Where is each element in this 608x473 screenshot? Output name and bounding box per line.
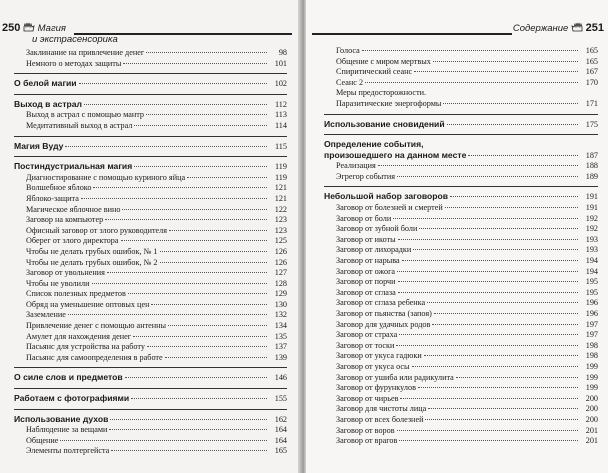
- toc-section-title: [14, 393, 287, 405]
- entry-title: Заговор от зубной боли: [336, 224, 418, 234]
- left-header-title-line1: Магия: [37, 23, 66, 34]
- section-title-text: произошедшего на данном месте: [324, 149, 467, 160]
- dot-leader: [402, 260, 578, 261]
- toc-entry: [14, 215, 287, 226]
- toc-entry: [14, 353, 287, 364]
- toc-entry: [14, 332, 287, 343]
- dot-leader: [419, 228, 578, 229]
- dot-leader: [396, 345, 578, 346]
- entry-title: Общение: [26, 435, 59, 445]
- entry-title: Заговор от укуса осы: [336, 361, 410, 371]
- entry-title: Диагностирование с помощью куриного яйца: [26, 172, 186, 182]
- toc-entry: [324, 383, 598, 394]
- dot-leader: [413, 249, 578, 250]
- dot-leader: [414, 71, 578, 72]
- entry-title: Заговор от порчи: [336, 277, 396, 287]
- entry-title: Заговор от сглаза ребенка: [336, 298, 426, 308]
- left-header-title-line2: и экстрасенсорика: [32, 34, 118, 45]
- page-number: 191: [585, 192, 598, 202]
- toc-entry: [324, 341, 598, 352]
- toc-entry: [14, 436, 287, 447]
- toc-entry: [324, 78, 598, 89]
- dot-leader: [84, 104, 267, 105]
- dot-leader: [398, 281, 578, 282]
- dot-leader: [468, 155, 578, 156]
- page-number: 170: [585, 77, 598, 87]
- dot-leader: [424, 355, 578, 356]
- toc-section-title: [14, 99, 287, 111]
- page-number: 167: [585, 67, 598, 77]
- entry-title: Наблюдение за вещами: [26, 425, 108, 435]
- dot-leader: [107, 272, 267, 273]
- page-number: 162: [274, 414, 287, 424]
- dot-leader: [92, 283, 268, 284]
- page-number: 194: [585, 256, 598, 265]
- toc-entry: [324, 298, 598, 309]
- dot-leader: [146, 52, 267, 53]
- dot-leader: [168, 325, 267, 326]
- dot-leader: [456, 377, 578, 378]
- toc-section: [14, 136, 287, 153]
- entry-title: Заговор от лихорадки: [336, 245, 412, 255]
- dot-leader: [365, 82, 578, 83]
- dot-leader: [123, 63, 267, 64]
- dot-leader: [131, 398, 267, 399]
- toc-section: [324, 186, 598, 446]
- section-title-line1: Определение события,: [324, 139, 424, 150]
- page-number: 137: [274, 342, 287, 352]
- page-number: 128: [274, 278, 287, 288]
- page-number: 139: [274, 352, 287, 362]
- page-number: 98: [278, 48, 287, 57]
- entry-title: Заговор от чирьев: [336, 393, 399, 403]
- dot-leader: [418, 387, 578, 388]
- entry-title: Обряд на уменьшение оптовых цен: [26, 299, 150, 309]
- entry-title: Магическое яблочное вино: [26, 204, 121, 214]
- page-number: 200: [585, 404, 598, 414]
- dot-leader: [160, 251, 267, 252]
- entry-title: Паразитические энергоформы: [336, 98, 442, 108]
- entry-title: Заговор от укуса гадюки: [336, 351, 422, 361]
- toc-section: [14, 388, 287, 405]
- page-number: 171: [585, 98, 598, 108]
- right-page-number: 251: [585, 22, 604, 34]
- entry-title: Заговор от воров: [336, 425, 395, 435]
- entry-title: Чтобы не делать грубых ошибок, № 1: [26, 246, 158, 256]
- dot-leader: [134, 125, 267, 126]
- entry-title: Элементы полтергейста: [26, 446, 110, 456]
- left-running-header: [2, 22, 292, 44]
- entry-title: Немного о методах защиты: [26, 58, 122, 68]
- page-number: 146: [274, 373, 287, 383]
- right-running-header: [306, 22, 604, 44]
- entry-title: Заговор от увольнения: [26, 268, 105, 278]
- entry-title: Список полезных предметов: [26, 289, 126, 299]
- page-number: 198: [585, 351, 598, 361]
- dot-leader: [412, 366, 578, 367]
- dot-leader: [146, 114, 267, 115]
- left-page: [0, 0, 302, 473]
- entry-title: Заговор от нарыва: [336, 256, 400, 265]
- entry-title: Амулет для нахождения денег: [26, 331, 132, 341]
- page-number: 189: [585, 171, 598, 181]
- toc-entry: [324, 161, 598, 172]
- toc-section-title: [324, 150, 598, 162]
- toc-section: [324, 114, 598, 131]
- entry-title: Голоса: [336, 46, 360, 55]
- dot-leader: [450, 196, 578, 197]
- dot-leader: [443, 103, 578, 104]
- toc-section: [324, 134, 598, 182]
- toc-entry: [14, 258, 287, 269]
- entry-title: Заговор от пьянства (запоя): [336, 308, 432, 318]
- entry-title: Чтобы не уволили: [26, 278, 90, 288]
- dot-leader: [447, 124, 578, 125]
- entry-title: Заговор от икоты: [336, 234, 396, 244]
- section-title-text: Постиндустриальная магия: [14, 161, 133, 172]
- section-title-text: Выход в астрал: [14, 98, 83, 109]
- toc-entry: [14, 59, 287, 70]
- dot-leader: [122, 209, 267, 210]
- entry-title: Заговор от всех болезней: [336, 414, 424, 424]
- page-number: 199: [585, 361, 598, 371]
- toc-entry: [324, 309, 598, 320]
- dot-leader: [434, 313, 578, 314]
- toc-entry: [324, 256, 598, 267]
- toc-entry: [14, 342, 287, 353]
- dot-leader: [151, 304, 267, 305]
- dot-leader: [400, 398, 578, 399]
- section-title-text: О силе слов и предметов: [14, 372, 123, 383]
- page-number: 123: [274, 225, 287, 235]
- dot-leader: [427, 302, 578, 303]
- section-title-text: Небольшой набор заговоров: [324, 191, 449, 202]
- section-title-text: Магия Вуду: [14, 140, 64, 151]
- left-header-rule: [74, 33, 292, 35]
- dot-leader: [362, 50, 578, 51]
- page-number: 126: [274, 257, 287, 267]
- dot-leader: [432, 324, 578, 325]
- toc-entry: [14, 310, 287, 321]
- entry-title: Заклинание на привлечение денег: [26, 48, 145, 57]
- dot-leader: [397, 271, 578, 272]
- toc-entry: [14, 425, 287, 436]
- toc-entry: [324, 57, 598, 68]
- toc-entry: [14, 268, 287, 279]
- toc-entry: [324, 277, 598, 288]
- toc-section: [14, 367, 287, 384]
- toc-entry: [14, 279, 287, 290]
- page-number: 164: [274, 425, 287, 435]
- toc-entry: [14, 48, 287, 59]
- right-header-rule: [312, 33, 512, 35]
- toc-entry: [324, 426, 598, 437]
- hand-ornament-icon: [23, 22, 35, 32]
- page-number: 193: [585, 234, 598, 244]
- toc-entry: [324, 362, 598, 373]
- page-number: 164: [274, 435, 287, 445]
- dot-leader: [79, 83, 267, 84]
- toc-section: [14, 73, 287, 90]
- dot-leader: [187, 177, 267, 178]
- page-number: 122: [274, 204, 287, 214]
- entry-title: Сеанс 2: [336, 77, 364, 87]
- toc-entry: [14, 300, 287, 311]
- page-number: 175: [585, 119, 598, 129]
- page-number: 125: [274, 236, 287, 246]
- toc-entry: [324, 99, 598, 110]
- page-number: 165: [585, 56, 598, 66]
- dot-leader: [433, 61, 578, 62]
- toc-entry: [14, 446, 287, 457]
- page-number: 135: [274, 331, 287, 341]
- page-number: 121: [274, 183, 287, 193]
- toc-entry: [14, 289, 287, 300]
- toc-entry: [14, 173, 287, 184]
- entry-title: Оберег от злого директора: [26, 236, 119, 246]
- page-number: 123: [274, 215, 287, 225]
- page-number: 114: [275, 120, 287, 130]
- page-number: 193: [585, 245, 598, 255]
- page-number: 129: [274, 289, 287, 299]
- entry-title: Привлечение денег с помощью антенны: [26, 321, 167, 331]
- page-number: 188: [585, 161, 598, 171]
- entry-title: Заговор от страха: [336, 330, 398, 340]
- left-toc: [14, 48, 287, 457]
- entry-title: Общение с миром мертвых: [336, 56, 431, 66]
- entry-title: Заземление: [26, 310, 66, 320]
- page-number: 119: [275, 162, 287, 172]
- page-number: 196: [585, 298, 598, 308]
- dot-leader: [121, 240, 268, 241]
- dot-leader: [93, 187, 267, 188]
- page-number: 197: [585, 330, 598, 340]
- toc-entry: [14, 247, 287, 258]
- toc-entry: [324, 46, 598, 57]
- hand-ornament-icon: [571, 22, 583, 32]
- entry-title: Чтобы не делать грубых ошибок, № 2: [26, 257, 158, 267]
- dot-leader: [128, 293, 267, 294]
- toc-entry: [14, 121, 287, 132]
- toc-entry: [324, 404, 598, 415]
- left-page-number: 250: [2, 22, 21, 34]
- entry-title: Волшебное яблоко: [26, 183, 92, 193]
- page-number: 121: [274, 193, 287, 203]
- toc-entry: [14, 183, 287, 194]
- page-number: 194: [585, 266, 598, 276]
- toc-entry: [324, 203, 598, 214]
- entry-title: Офисный заговор от злого руководителя: [26, 225, 168, 235]
- entry-title: Медитативный выход в астрал: [26, 120, 133, 130]
- toc-entry: [324, 436, 598, 447]
- page-number: 201: [585, 436, 598, 446]
- dot-leader: [111, 450, 267, 451]
- dot-leader: [393, 218, 578, 219]
- page-number: 191: [585, 203, 598, 213]
- dot-leader: [60, 440, 267, 441]
- page-number: 201: [585, 425, 598, 435]
- toc-entry: [324, 351, 598, 362]
- page-number: 195: [585, 287, 598, 297]
- dot-leader: [397, 176, 578, 177]
- entry-title: Выход в астрал с помощью мантр: [26, 110, 144, 120]
- toc-entry: [324, 88, 598, 99]
- dot-leader: [147, 346, 267, 347]
- page-number: 200: [585, 393, 598, 403]
- toc-entry: [324, 224, 598, 235]
- page-number: 195: [585, 277, 598, 287]
- page-number: 115: [275, 141, 287, 151]
- toc-entry: [324, 172, 598, 183]
- dot-leader: [134, 166, 267, 167]
- page-number: 165: [274, 446, 287, 456]
- entry-title: Заговор для чистоты лица: [336, 404, 427, 414]
- toc-section: [14, 409, 287, 457]
- toc-entry: [14, 205, 287, 216]
- toc-entry: [14, 236, 287, 247]
- page-number: 199: [585, 372, 598, 382]
- page-number: 197: [585, 319, 598, 329]
- dot-leader: [165, 357, 267, 358]
- toc-entry: [324, 288, 598, 299]
- entry-title: Заговор от фурункулов: [336, 383, 416, 393]
- dot-leader: [81, 198, 267, 199]
- page-number: 196: [585, 308, 598, 318]
- toc-entry: [14, 226, 287, 237]
- entry-title: Яблоко-защита: [26, 193, 79, 203]
- page-number: 199: [585, 383, 598, 393]
- toc-section-title: [14, 372, 287, 384]
- dot-leader: [68, 314, 267, 315]
- toc-entry: [324, 267, 598, 278]
- dot-leader: [133, 336, 267, 337]
- entry-title: Пасьянс для самоопределения в работе: [26, 352, 163, 362]
- page-number: 127: [274, 268, 287, 278]
- page-number: 165: [585, 46, 598, 55]
- dot-leader: [105, 219, 267, 220]
- dot-leader: [397, 430, 578, 431]
- page-number: 198: [585, 340, 598, 350]
- toc-entry: [324, 373, 598, 384]
- section-title-text: О белой магии: [14, 78, 77, 89]
- dot-leader: [428, 408, 578, 409]
- entry-title: Реализация: [336, 161, 376, 171]
- entry-title: Эгрегор события: [336, 171, 395, 181]
- entry-title: Заговор от ожога: [336, 266, 396, 276]
- page-number: 192: [585, 224, 598, 234]
- entry-title: Заговор от ушиба или радикулита: [336, 372, 454, 382]
- right-page: [306, 0, 608, 473]
- section-title-text: Работаем с фотографиями: [14, 393, 130, 404]
- dot-leader: [378, 165, 578, 166]
- dot-leader: [65, 146, 267, 147]
- page-number: 200: [585, 414, 598, 424]
- toc-section-title: [14, 141, 287, 153]
- entry-title: Заговор для удачных родов: [336, 319, 431, 329]
- entry-title: Заговор от тоски: [336, 340, 395, 350]
- dot-leader: [110, 419, 267, 420]
- toc-section-title: [324, 119, 598, 131]
- toc-section-title: [14, 414, 287, 426]
- toc-entry: [324, 214, 598, 225]
- entry-title: Спиритический сеанс: [336, 67, 413, 77]
- toc-section-title: [14, 78, 287, 90]
- entry-title: Заговор на компьютер: [26, 215, 104, 225]
- toc-entry: [324, 415, 598, 426]
- page-number: 155: [274, 394, 287, 404]
- page-number: 192: [585, 213, 598, 223]
- page-number: 112: [275, 99, 287, 109]
- toc-entry: [14, 321, 287, 332]
- toc-section-title: [324, 191, 598, 203]
- dot-leader: [398, 239, 578, 240]
- dot-leader: [445, 207, 578, 208]
- right-header-title: Содержание: [512, 23, 569, 34]
- toc-entry: [324, 67, 598, 78]
- toc-entry: [324, 235, 598, 246]
- toc-entry: [14, 110, 287, 121]
- entry-title: Меры предосторожности.: [336, 88, 427, 98]
- dot-leader: [109, 429, 267, 430]
- dot-leader: [125, 377, 267, 378]
- toc-entry: [324, 245, 598, 256]
- page-number: 132: [274, 310, 287, 320]
- page-number: 101: [274, 58, 287, 68]
- section-title-text: Использование духов: [14, 413, 109, 424]
- toc-section: [14, 156, 287, 363]
- dot-leader: [398, 292, 578, 293]
- toc-section-title: [14, 161, 287, 173]
- entry-title: Заговор от врагов: [336, 436, 398, 446]
- section-title-text: Использование сновидений: [324, 118, 445, 129]
- page-number: 126: [274, 246, 287, 256]
- dot-leader: [399, 334, 578, 335]
- toc-entry: [324, 394, 598, 405]
- entry-title: Пасьянс для устройства на работу: [26, 342, 145, 352]
- toc-entry: [324, 320, 598, 331]
- page-number: 187: [585, 150, 598, 160]
- dot-leader: [425, 419, 578, 420]
- dot-leader: [160, 262, 267, 263]
- entry-title: Заговор от болезней и смертей: [336, 203, 443, 213]
- page-number: 113: [275, 110, 287, 120]
- toc-entry: [324, 330, 598, 341]
- dot-leader: [399, 440, 578, 441]
- page-number: 134: [274, 321, 287, 331]
- entry-title: Заговор от боли: [336, 213, 392, 223]
- page-number: 102: [274, 79, 287, 89]
- right-toc: [324, 46, 598, 447]
- page-number: 130: [274, 299, 287, 309]
- page-number: 119: [275, 172, 287, 182]
- toc-entry: [14, 194, 287, 205]
- dot-leader: [169, 230, 267, 231]
- toc-section: [14, 94, 287, 132]
- entry-title: Заговор от сглаза: [336, 287, 396, 297]
